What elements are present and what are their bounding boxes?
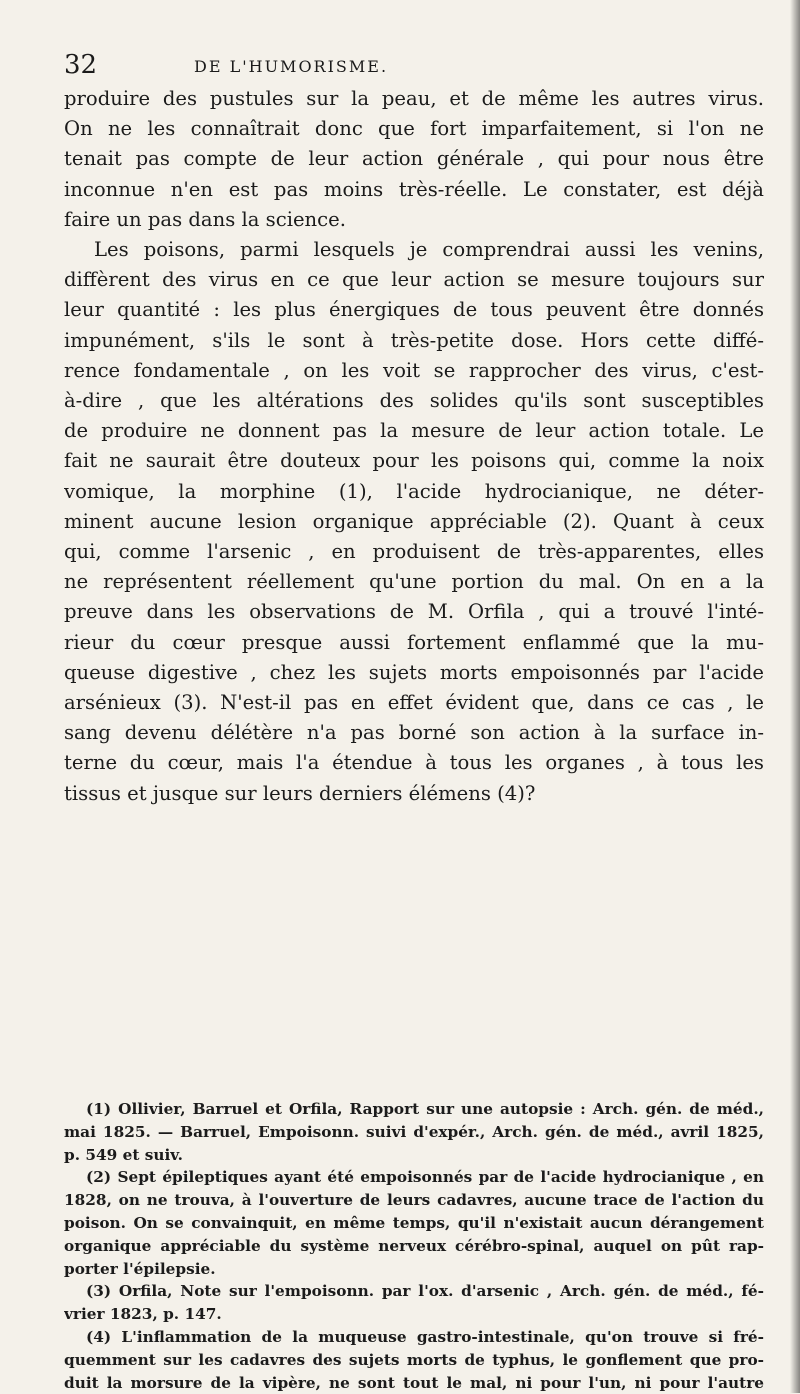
- text-line: diffèrent des virus en ce que leur action se mesure toujours sur: [64, 268, 764, 292]
- footnotes: [64, 1098, 764, 1394]
- text-line: qui, comme l'arsenic , en produisent de très-apparentes, elles: [64, 540, 764, 564]
- footnote-line: 1828, on ne trouva, à l'ouverture de leurs cadavres, aucune trace de l'action du: [64, 1191, 764, 1210]
- running-title: DE L'HUMORISME.: [194, 57, 389, 76]
- footnote-line: (2) Sept épileptiques ayant été empoisonnés par de l'acide hydrocianique , en: [86, 1168, 764, 1187]
- text-line: sang devenu délétère n'a pas borné son action à la surface in-: [64, 721, 764, 745]
- text-line: On ne les connaîtrait donc que fort imparfaitement, si l'on ne: [64, 117, 764, 141]
- page-header: [64, 50, 760, 80]
- text-line: faire un pas dans la science.: [64, 207, 346, 231]
- text-line: terne du cœur, mais l'a étendue à tous les organes , à tous les: [64, 751, 764, 775]
- page-number: 32: [64, 50, 98, 80]
- page-edge-shadow: [790, 0, 800, 1393]
- footnote-line: quemment sur les cadavres des sujets morts de typhus, le gonflement que pro-: [64, 1350, 764, 1369]
- footnote-line: poison. On se convainquit, en même temps, qu'il n'existait aucun dérangement: [64, 1213, 764, 1232]
- main-text: [64, 84, 764, 809]
- footnote-line: mai 1825. — Barruel, Empoisonn. suivi d'expér., Arch. gén. de méd., avril 1825,: [64, 1122, 764, 1141]
- footnote-line: (3) Orfila, Note sur l'empoisonn. par l'ox. d'arsenic , Arch. gén. de méd., fé-: [86, 1282, 764, 1301]
- footnote-line: p. 549 et suiv.: [64, 1145, 183, 1164]
- text-line: minent aucune lesion organique appréciable (2). Quant à ceux: [64, 509, 764, 533]
- text-line: tenait pas compte de leur action générale , qui pour nous être: [64, 147, 764, 171]
- text-line: rieur du cœur presque aussi fortement enflammé que la mu-: [64, 630, 764, 654]
- text-line: queuse digestive , chez les sujets morts empoisonnés par l'acide: [64, 660, 764, 684]
- text-line: fait ne saurait être douteux pour les poisons qui, comme la noix: [64, 449, 764, 473]
- footnote-line: vrier 1823, p. 147.: [64, 1305, 222, 1324]
- text-line: à-dire , que les altérations des solides qu'ils sont susceptibles: [64, 389, 764, 413]
- text-line: vomique, la morphine (1), l'acide hydrocianique, ne déter-: [64, 479, 764, 503]
- text-line: Les poisons, parmi lesquels je comprendrai aussi les venins,: [94, 238, 764, 262]
- text-line: ne représentent réellement qu'une portion du mal. On en a la: [64, 570, 764, 594]
- text-line: arsénieux (3). N'est-il pas en effet évident que, dans ce cas , le: [64, 691, 764, 715]
- footnote-line: duit la morsure de la vipère, ne sont tout le mal, ni pour l'un, ni pour l'autre: [64, 1373, 764, 1392]
- footnote-line: (4) L'inflammation de la muqueuse gastro-intestinale, qu'on trouve si fré-: [86, 1327, 764, 1346]
- text-line: impunément, s'ils le sont à très-petite dose. Hors cette diffé-: [64, 328, 764, 352]
- footnote-line: porter l'épilepsie.: [64, 1259, 216, 1278]
- text-line: tissus et jusque sur leurs derniers élémens (4)?: [64, 781, 536, 805]
- text-line: inconnue n'en est pas moins très-réelle. Le constater, est déjà: [64, 177, 764, 201]
- text-line: leur quantité : les plus énergiques de tous peuvent être donnés: [64, 298, 764, 322]
- text-line: preuve dans les observations de M. Orfila , qui a trouvé l'inté-: [64, 600, 764, 624]
- text-line: rence fondamentale , on les voit se rapprocher des virus, c'est-: [64, 358, 764, 382]
- text-line: de produire ne donnent pas la mesure de leur action totale. Le: [64, 419, 764, 443]
- text-line: produire des pustules sur la peau, et de même les autres virus.: [64, 87, 764, 110]
- footnote-line: organique appréciable du système nerveux cérébro-spinal, auquel on pût rap-: [64, 1236, 764, 1255]
- footnote-line: (1) Ollivier, Barruel et Orfila, Rapport sur une autopsie : Arch. gén. de méd.,: [86, 1100, 764, 1118]
